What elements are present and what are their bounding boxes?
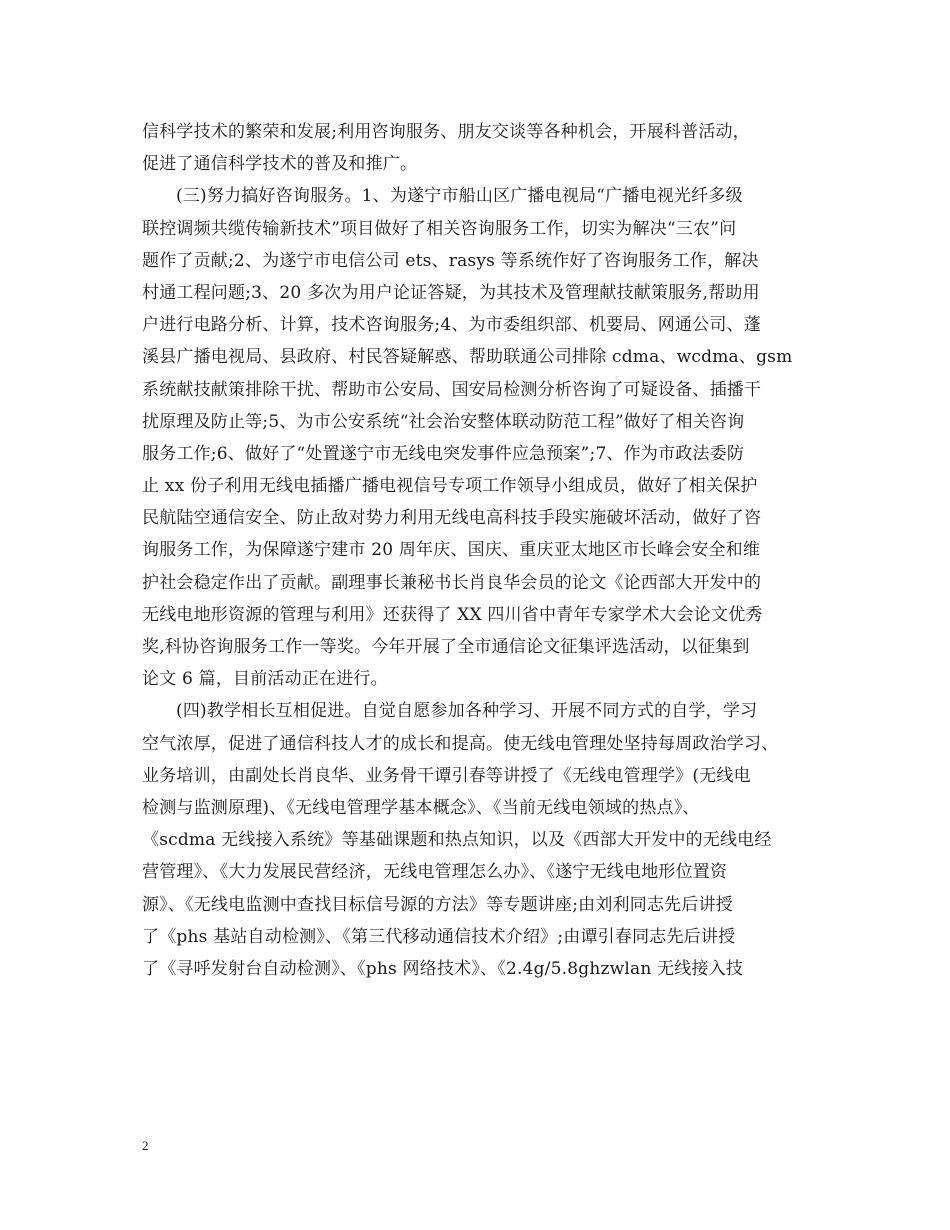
text-line: 论文 6 篇，目前活动正在进行。: [142, 669, 388, 690]
text-line: 联控调频共缆传输新技术”项目做好了相关咨询服务工作，切实为解决“三农”问: [142, 218, 737, 239]
text-line: 服务工作;6、做好了“处置遂宁市无线电突发事件应急预案”;7、作为市政法委防: [142, 443, 745, 464]
text-line: (三)努力搞好咨询服务。1、为遂宁市船山区广播电视局“广播电视光纤多级: [176, 186, 743, 207]
text-line: 源》、《无线电监测中查找目标信号源的方法》等专题讲座;由刘利同志先后讲授: [142, 894, 733, 915]
text-line: 扰原理及防止等;5、为市公安系统“社会治安整体联动防范工程”做好了相关咨询: [142, 411, 745, 432]
text-line: 询服务工作，为保障遂宁建市 20 周年庆、国庆、重庆亚太地区市长峰会安全和维: [142, 540, 761, 561]
text-line: 溪县广播电视局、县政府、村民答疑解惑、帮助联通公司排除 cdma、wcdma、gsm: [142, 347, 793, 368]
text-line: 营管理》、《大力发展民营经济，无线电管理怎么办》、《遂宁无线电地形位置资: [142, 862, 728, 883]
text-line: 业务培训，由副处长肖良华、业务骨干谭引春等讲授了《无线电管理学》(无线电: [142, 765, 751, 786]
text-line: 民航陆空通信安全、防止敌对势力利用无线电高科技手段实施破坏活动，做好了咨: [142, 508, 762, 529]
text-line: 村通工程问题;3、20 多次为用户论证答疑，为其技术及管理献技献策服务,帮助用: [142, 282, 760, 303]
text-line: 奖,科协咨询服务工作一等奖。今年开展了全市通信论文征集评选活动，以征集到: [142, 637, 750, 657]
page-number: 2: [142, 1138, 149, 1153]
text-line: 《scdma 无线接入系统》等基础课题和热点知识，以及《西部大开发中的无线电经: [142, 830, 772, 851]
text-line: 检测与监测原理)、《无线电管理学基本概念》、《当前无线电领域的热点》、: [142, 797, 700, 818]
text-line: 止 xx 份子利用无线电插播广播电视信号专项工作领导小组成员，做好了相关保护: [142, 476, 758, 497]
text-line: 户进行电路分析、计算，技术咨询服务;4、为市委组织部、机要局、网通公司、蓬: [142, 315, 761, 336]
text-line: 信科学技术的繁荣和发展;利用咨询服务、朋友交谈等各种机会，开展科普活动，: [142, 122, 750, 142]
text-line: 系统献技献策排除干扰、帮助市公安局、国安局检测分析咨询了可疑设备、插播干: [142, 379, 762, 400]
text-line: 促进了通信科学技术的普及和推广。: [142, 154, 418, 175]
text-line: 空气浓厚，促进了通信科技人才的成长和提高。使无线电管理处坚持每周政治学习、: [142, 733, 779, 754]
text-line: 了《phs 基站自动检测》、《第三代移动通信技术介绍》;由谭引春同志先后讲授: [142, 926, 736, 947]
text-line: 无线电地形资源的管理与利用》还获得了 XX 四川省中青年专家学术大会论文优秀: [142, 604, 763, 625]
text-line: (四)教学相长互相促进。自觉自愿参加各种学习、开展不同方式的自学，学习: [176, 701, 758, 722]
body-text: [142, 116, 832, 985]
text-line: 了《寻呼发射台自动检测》、《phs 网络技术》、《2.4g/5.8ghzwlan 无线接入技: [142, 958, 744, 979]
text-line: 护社会稳定作出了贡献。副理事长兼秘书长肖良华会员的论文《论西部大开发中的: [142, 572, 762, 593]
text-line: 题作了贡献;2、为遂宁市电信公司 ets、rasys 等系统作好了咨询服务工作，解决: [142, 250, 759, 271]
